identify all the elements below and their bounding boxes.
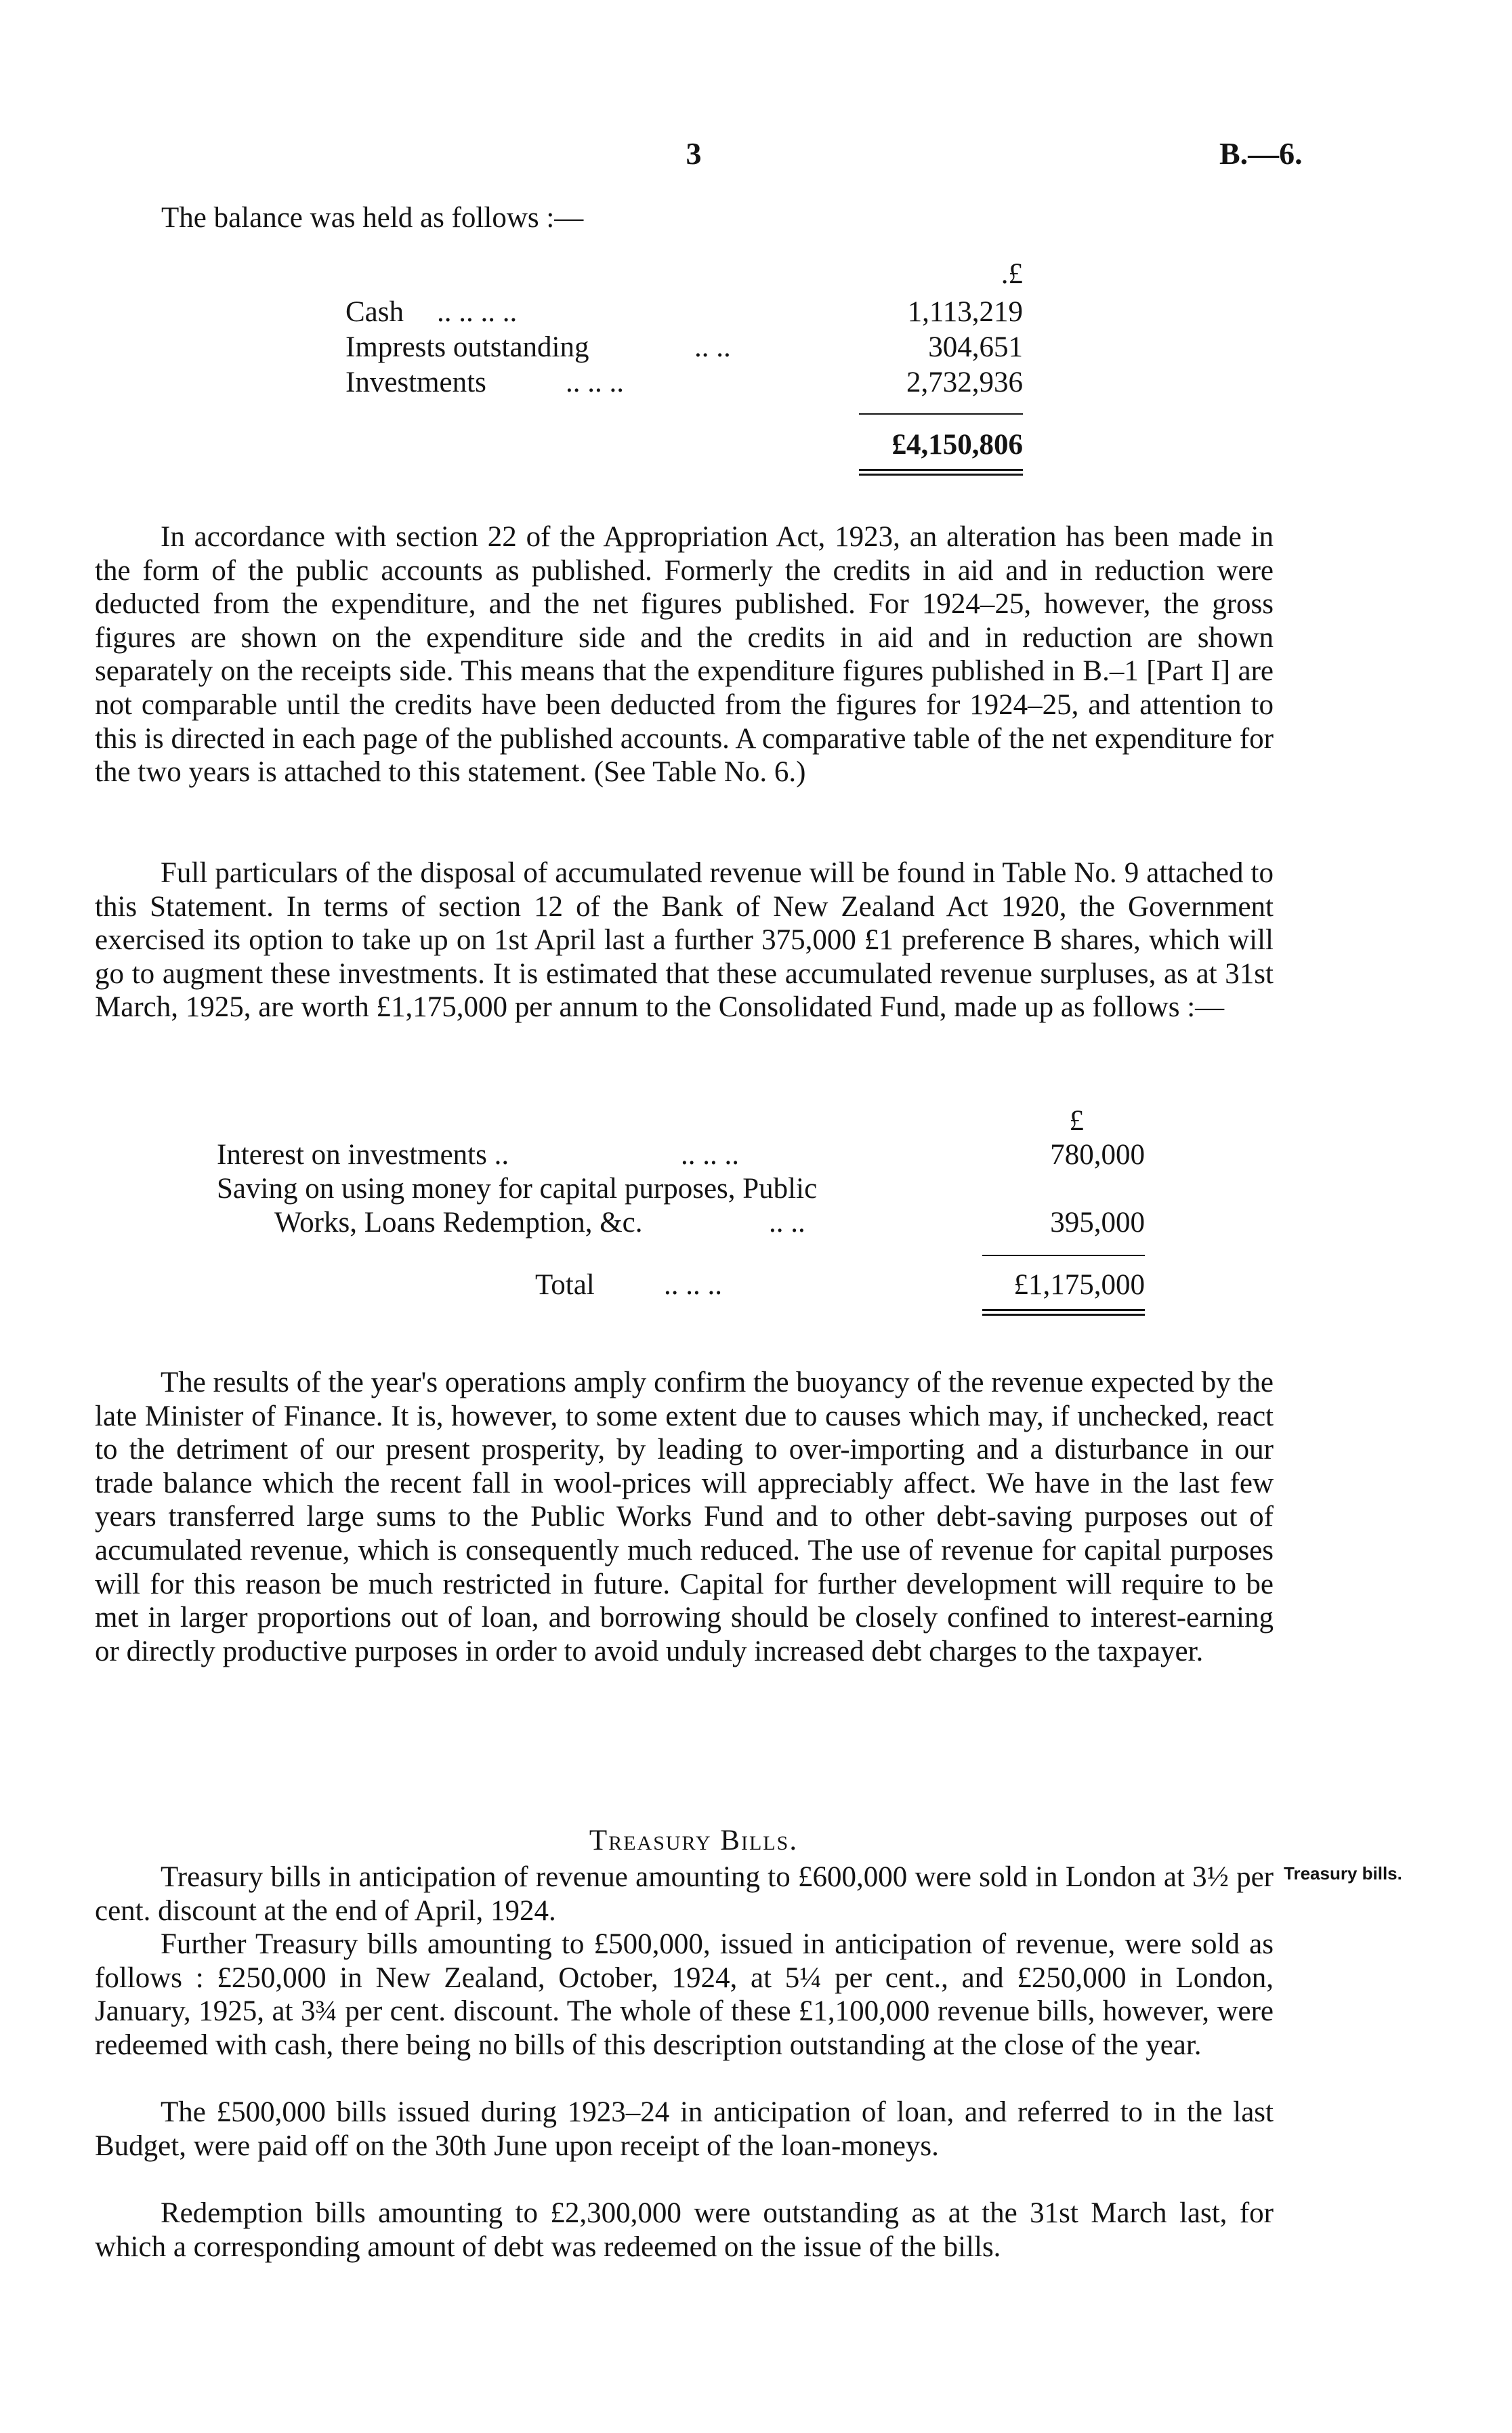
leader-dots: .. .. ..	[566, 367, 624, 398]
balance-row-cash	[345, 295, 1023, 331]
document-reference: B.—6.	[1219, 136, 1303, 171]
leader-dots: .. .. ..	[681, 1139, 739, 1171]
subtotal-rule	[859, 413, 1023, 415]
cf-row-amount: 780,000	[1050, 1139, 1145, 1171]
cf-row-amount: 395,000	[1050, 1207, 1145, 1239]
leader-dots: .. .. ..	[664, 1269, 722, 1301]
paragraph-redemption-bills: Redemption bills amounting to £2,300,000 were outstanding as at the 31st March last, for which a corresponding amount of debt was redeemed on the issue of the bills.	[95, 2197, 1274, 2263]
margin-note: Treasury bills.	[1284, 1863, 1402, 1884]
balance-row-investments	[345, 366, 1023, 401]
balance-currency-heading: .£	[1001, 258, 1023, 290]
cf-total-label: Total	[535, 1269, 595, 1301]
paragraph-treasury-bills-sold: Treasury bills in anticipation of revenue amounting to £600,000 were sold in London at 3½ per cent. discount at the end of April, 1924.	[95, 1861, 1274, 1927]
cf-row-interest	[217, 1138, 1145, 1173]
balance-row-amount: 2,732,936	[906, 367, 1023, 398]
paragraph-accumulated-revenue: Full particulars of the disposal of accumulated revenue will be found in Table No. 9 attached to this Statement. In terms of section 12 of the Bank of New Zealand Act 1920, the Government exercised its option to take up on 1st April last a further 375,000 £1 preference B shares, which will go to augment these investments. It is estimated that these accumulated revenue surpluses, as at 31st March, 1925, are worth £1,175,000 per annum to the Consolidated Fund, made up as follows :—	[95, 857, 1274, 1024]
balance-total-row	[345, 428, 1023, 463]
balance-row-imprests	[345, 331, 1023, 366]
total-double-rule	[982, 1309, 1145, 1316]
cf-currency-row	[217, 1104, 1145, 1140]
leader-dots: .. .. .. ..	[437, 296, 518, 328]
cf-row-label-continued: Works, Loans Redemption, &c.	[274, 1207, 643, 1239]
cf-row-saving-line2	[217, 1206, 1145, 1241]
cf-currency-heading: £	[1069, 1105, 1084, 1137]
page-number: 3	[686, 136, 702, 171]
cf-row-label: Interest on investments ..	[217, 1139, 509, 1171]
balance-total: £4,150,806	[891, 429, 1023, 461]
cf-row-saving-line1	[217, 1172, 1145, 1207]
paragraph-years-operations: The results of the year's operations amply confirm the buoyancy of the revenue expected by the late Minister of Finance. It is, however, to some extent due to causes which may, if unchecked, react to the detriment of our present prosperity, by leading to over-importing and a disturbance in our trade balance which the recent fall in wool-prices will appreciably affect. We have in the last few years transferred large sums to the Public Works Fund and to other debt-saving purposes out of accumulated revenue, which is consequently much reduced. The use of revenue for capital purposes will for this reason be much restricted in future. Capital for further development will require to be met in larger proportions out of loan, and borrowing should be closely confined to interest-earning or directly productive purposes in order to avoid unduly increased debt charges to the taxpayer.	[95, 1367, 1274, 1667]
leader-dots: .. ..	[694, 331, 731, 363]
section-heading-treasury-bills: Treasury Bills.	[589, 1825, 799, 1856]
cf-total-amount: £1,175,000	[1013, 1269, 1145, 1301]
balance-row-label: Imprests outstanding	[345, 331, 589, 363]
subtotal-rule	[982, 1255, 1145, 1256]
leader-dots: .. ..	[769, 1207, 805, 1239]
cf-row-label: Saving on using money for capital purposes, Public	[217, 1173, 818, 1205]
balance-row-label: Investments	[345, 367, 486, 398]
paragraph-loan-bills: The £500,000 bills issued during 1923–24 in anticipation of loan, and referred to in the last Budget, were paid off on the 30th June upon receipt of the loan-moneys.	[95, 2096, 1274, 2162]
balance-intro: The balance was held as follows :—	[161, 202, 584, 234]
paragraph-appropriation-act: In accordance with section 22 of the Appropriation Act, 1923, an alteration has been made in the form of the public accounts as published. Formerly the credits in aid and in reduction were deducted from the expenditure, and the net figures published. For 1924–25, however, the gross figures are shown on the expenditure side and the credits in aid and in reduction are shown separately on the receipts side. This means that the expenditure figures published in B.–1 [Part I] are not comparable until the credits have been deducted from the figures for 1924–25, and attention to this is directed in each page of the published accounts. A comparative table of the net expenditure for the two years is attached to this statement. (See Table No. 6.)	[95, 521, 1274, 789]
balance-row-amount: 1,113,219	[907, 296, 1023, 328]
cf-total-row	[217, 1268, 1145, 1304]
balance-row-amount: 304,651	[928, 331, 1023, 363]
total-double-rule	[859, 469, 1023, 476]
paragraph-further-treasury-bills: Further Treasury bills amounting to £500,000, issued in anticipation of revenue, were sold as follows : £250,000 in New Zealand, October, 1924, at 5¼ per cent., and £250,000 in London, January, 1925, at 3¾ per cent. discount. The whole of these £1,100,000 revenue bills, however, were redeemed with cash, there being no bills of this description outstanding at the close of the year.	[95, 1928, 1274, 2061]
balance-row-label: Cash	[345, 296, 404, 328]
